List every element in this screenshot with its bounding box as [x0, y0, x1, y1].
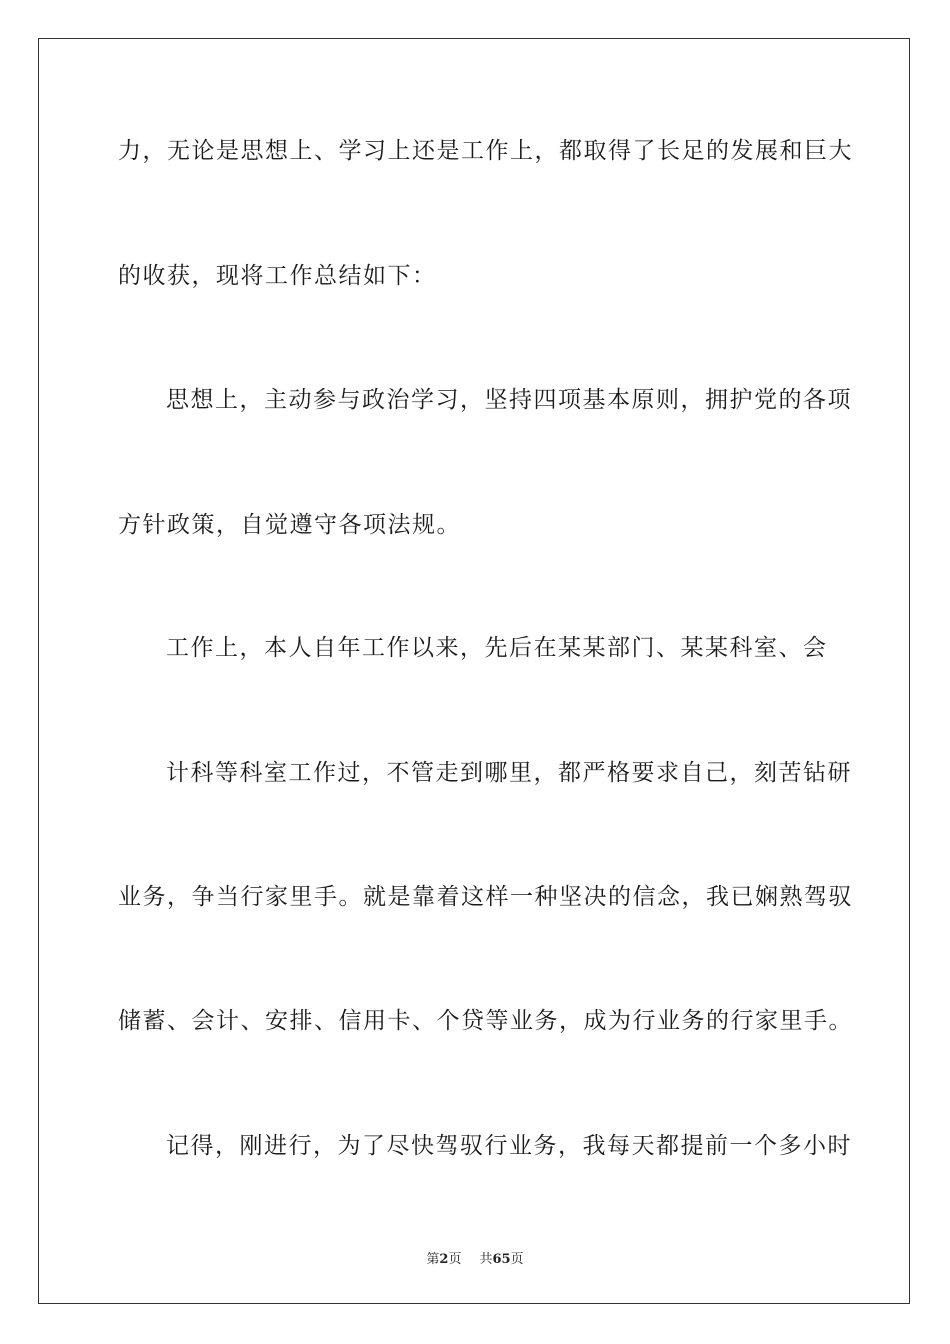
total-pages: 65: [492, 1252, 511, 1267]
page-border: [38, 38, 910, 1304]
page-footer: [0, 1248, 950, 1267]
page-label-suffix: 页: [448, 1252, 462, 1267]
body-text-line: 业务，争当行家里手。就是靠着这样一种坚决的信念，我已娴熟驾驭: [118, 884, 853, 910]
body-text-line: 工作上，本人自年工作以来，先后在某某部门、某某科室、会: [166, 635, 828, 661]
total-label-suffix: 页: [510, 1252, 524, 1267]
page-label-prefix: 第: [426, 1252, 440, 1267]
total-label-prefix: 共: [479, 1252, 493, 1267]
body-text-line: 的收获，现将工作总结如下：: [118, 263, 437, 289]
body-text-line: 计科等科室工作过，不管走到哪里，都严格要求自己，刻苦钻研: [166, 760, 852, 786]
body-text-line: 力，无论是思想上、学习上还是工作上，都取得了长足的发展和巨大: [118, 138, 853, 164]
body-text-line: 储蓄、会计、安排、信用卡、个贷等业务，成为行业务的行家里手。: [118, 1008, 853, 1034]
page-number: 2: [439, 1252, 449, 1267]
body-text-line: 思想上，主动参与政治学习，坚持四项基本原则，拥护党的各项: [166, 387, 852, 413]
body-text-line: 记得，刚进行，为了尽快驾驭行业务，我每天都提前一个多小时: [166, 1133, 852, 1159]
body-text-line: 方针政策，自觉遵守各项法规。: [118, 512, 461, 538]
